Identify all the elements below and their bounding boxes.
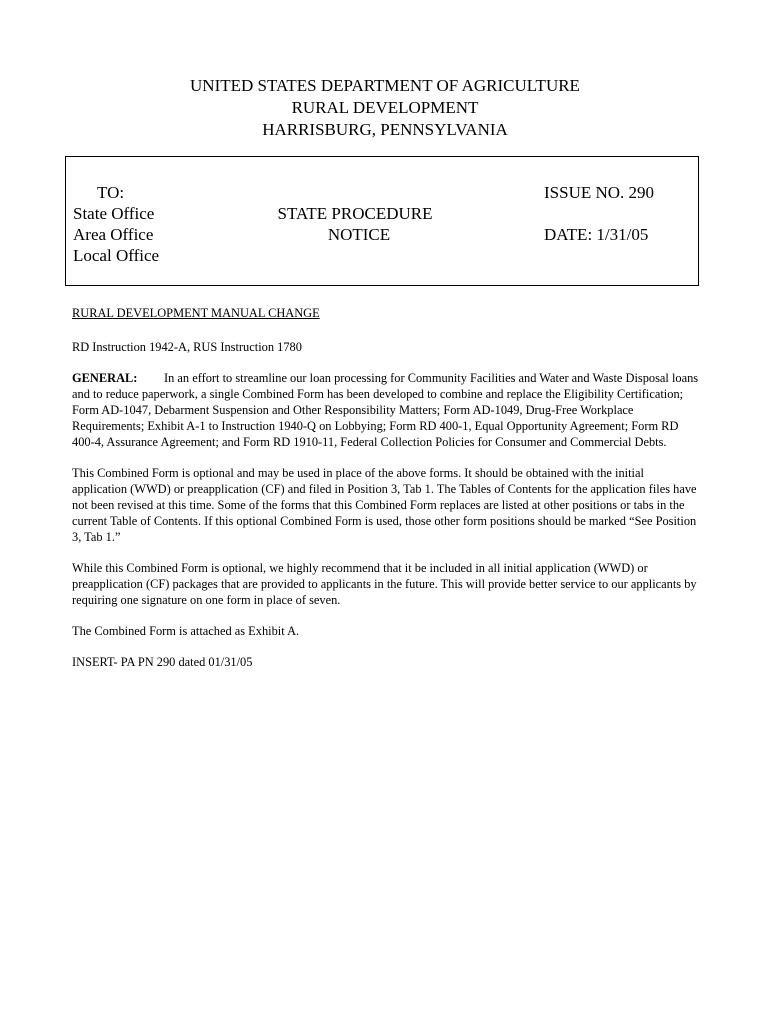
issue-block	[544, 182, 654, 245]
paragraph-recommendation: While this Combined Form is optional, we highly recommend that it be included in all initial application (WWD) or preapplication (CF) packages that are provided to applicants in the future. This will provide better service to our applicants by requiring one signature on one form in place of seven.	[72, 561, 697, 607]
header-location: HARRISBURG, PENNSYLVANIA	[262, 120, 508, 139]
notice-title	[274, 203, 444, 245]
general-label: GENERAL:	[72, 371, 138, 385]
recipients-block	[73, 182, 159, 266]
recipient-local-office: Local Office	[73, 246, 160, 265]
notice-info-box	[65, 156, 699, 286]
general-text: In an effort to streamline our loan processing for Community Facilities and Water and Waste Disposal loans and to reduce paperwork, a single Combined Form has been developed to combine and replace the Eligibility Certification; Form AD-1047, Debarment Suspension and Other Responsibility Matters; Form AD-1049, Drug-Free Workplace Requirements; Exhibit A-1 to Instruction 1940-Q on Lobbying; Form RD 400-1, Equal Opportunity Agreement; Form RD 400-4, Assurance Agreement; and Form RD 1910-11, Federal Collection Policies for Consumer and Commercial Debts.	[72, 371, 699, 449]
notice-title-line2: NOTICE	[327, 225, 391, 244]
notice-title-line1: STATE PROCEDURE	[277, 204, 433, 223]
issue-number: ISSUE NO. 290	[544, 183, 655, 202]
general-paragraph	[72, 370, 702, 450]
header-division: RURAL DEVELOPMENT	[291, 98, 479, 117]
recipient-state-office: State Office	[73, 204, 155, 223]
reference-line: RD Instruction 1942-A, RUS Instruction 1780	[72, 340, 302, 354]
to-label: TO:	[97, 183, 125, 202]
paragraph-exhibit: The Combined Form is attached as Exhibit A.	[72, 624, 300, 638]
header-department: UNITED STATES DEPARTMENT OF AGRICULTURE	[190, 76, 580, 95]
notice-body	[72, 305, 702, 685]
issue-date: DATE: 1/31/05	[544, 225, 649, 244]
subject-line: RURAL DEVELOPMENT MANUAL CHANGE	[72, 306, 320, 320]
recipient-area-office: Area Office	[73, 225, 154, 244]
paragraph-optional-form: This Combined Form is optional and may be used in place of the above forms. It should be obtained with the initial application (WWD) or preapplication (CF) and filed in Position 3, Tab 1. The Tables of Contents for the application files have not been revised at this time. Some of the forms that this Combined Form replaces are listed at other positions or tabs in the current Table of Contents. If this optional Combined Form is used, those other form positions should be marked “See Position 3, Tab 1.”	[72, 466, 697, 544]
agency-header	[0, 75, 770, 141]
insert-line: INSERT- PA PN 290 dated 01/31/05	[72, 655, 253, 669]
